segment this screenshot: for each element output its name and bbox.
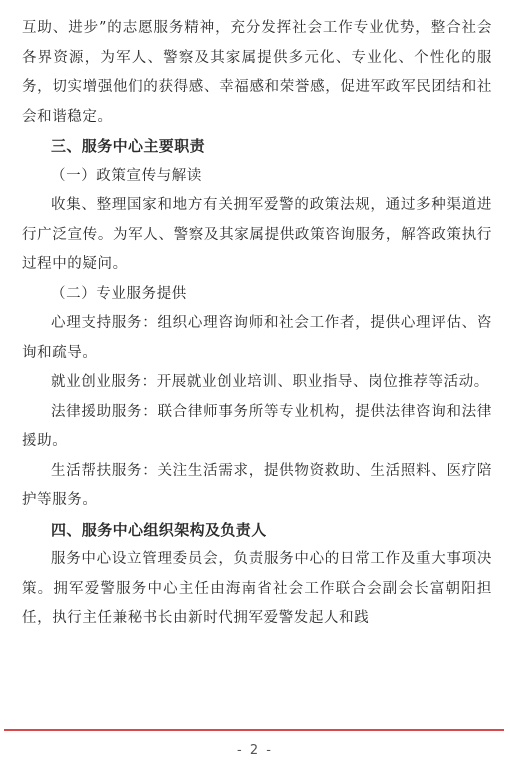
subsection-heading-services: （二）专业服务提供	[51, 285, 187, 302]
paragraph-life-assistance: 生活帮扶服务：关注生活需求，提供物资救助、生活照料、医疗陪护等服务。	[22, 462, 492, 508]
document-body	[22, 14, 492, 634]
section-heading-organization: 四、服务中心组织架构及负责人	[51, 520, 267, 539]
paragraph-legal-aid: 法律援助服务：联合律师事务所等专业机构，提供法律咨询和法律援助。	[22, 403, 492, 449]
paragraph-employment-service: 就业创业服务：开展就业创业培训、职业指导、岗位推荐等活动。	[51, 374, 489, 390]
subsection-heading-policy: （一）政策宣传与解读	[51, 167, 202, 184]
paragraph-intro-continued: 互助、进步”的志愿服务精神，充分发挥社会工作专业优势，整合社会各界资源，为军人、警察及其家属提供多元化、专业化、个性化的服务，切实增强他们的获得感、幸福感和荣誉感，促进军政军民团结和社会和谐稳定。	[22, 20, 492, 125]
page-number: - 2 -	[237, 743, 273, 758]
paragraph-policy: 收集、整理国家和地方有关拥军爱警的政策法规，通过多种渠道进行广泛宣传。为军人、警察及其家属提供政策咨询服务，解答政策执行过程中的疑问。	[22, 197, 492, 272]
paragraph-organization: 服务中心设立管理委员会，负责服务中心的日常工作及重大事项决策。拥军爱警服务中心主任由海南省社会工作联合会副会长富朝阳担任，执行主任兼秘书长由新时代拥军爱警发起人和践	[22, 551, 492, 626]
paragraph-psychological-support: 心理支持服务：组织心理咨询师和社会工作者，提供心理评估、咨询和疏导。	[22, 315, 492, 361]
section-heading-duties: 三、服务中心主要职责	[51, 137, 206, 155]
footer-red-rule	[4, 729, 504, 731]
